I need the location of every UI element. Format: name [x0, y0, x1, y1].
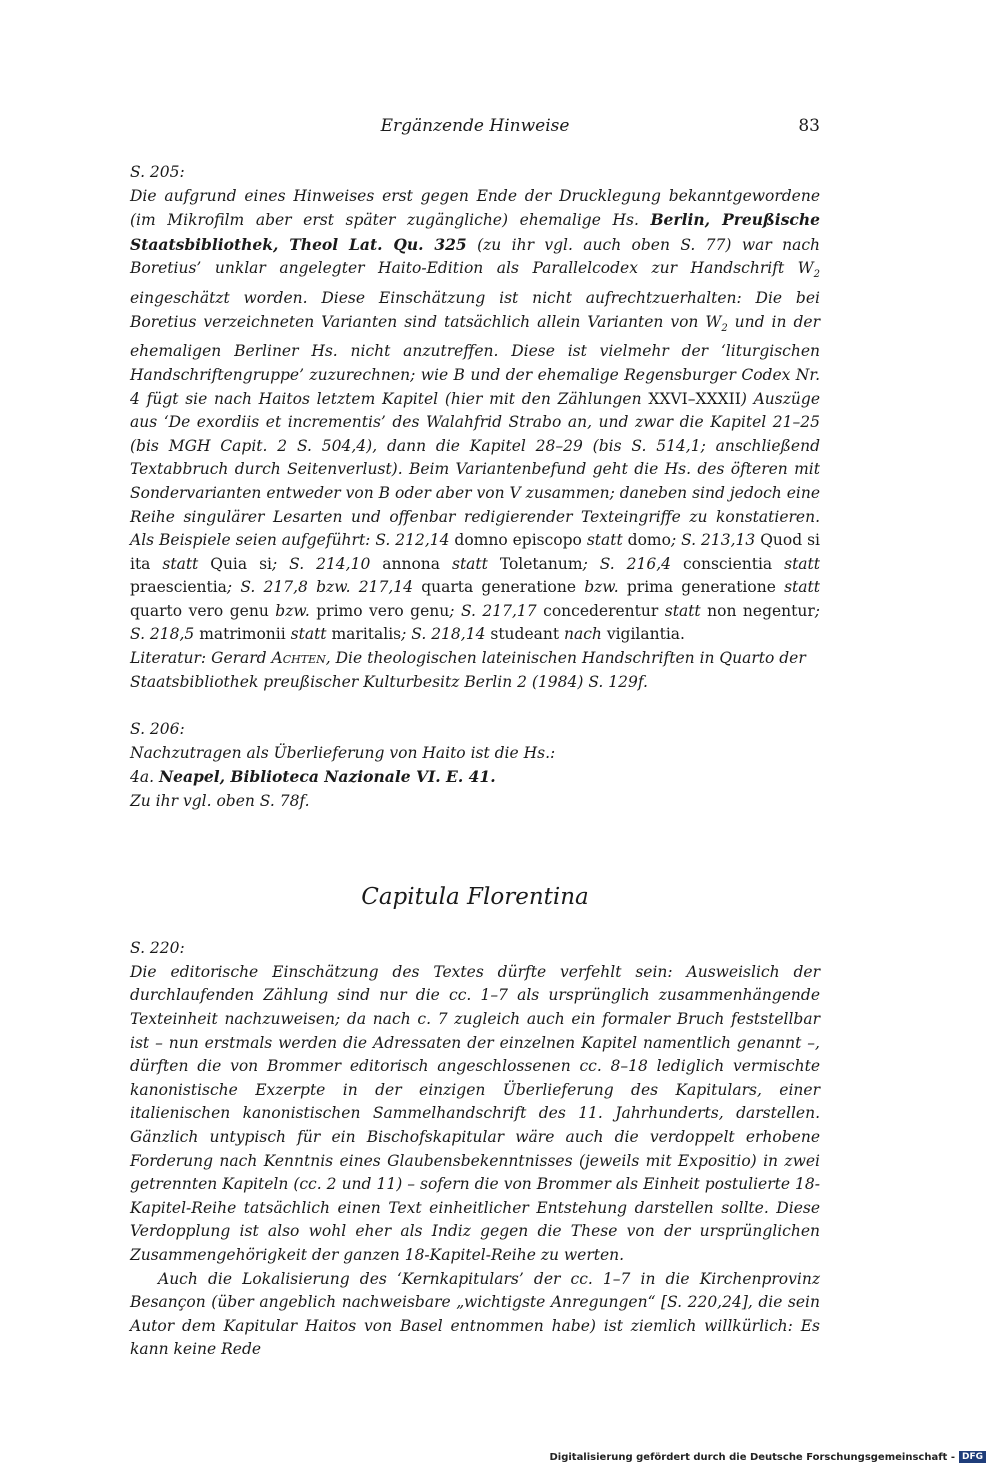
footer-credit [549, 1451, 986, 1463]
running-head [130, 116, 820, 140]
dfg-logo-icon: DFG [959, 1451, 986, 1463]
s205-paragraph: Die aufgrund eines Hinweises erst gegen Ende der Drucklegung bekanntgewordene (im Mikrofilm aber erst später zugängliche) ehemalige Hs. Berlin, Preußische Staatsbibliothek, Theol Lat. Qu. 325 (zu ihr vgl. auch oben S. 77) war nach Boretius’ unklar angelegter Haito-Edition als Parallelcodex zur Handschrift $W_2$ eingeschätzt worden. Diese Einschätzung ist nicht aufrechtzuerhalten: Die bei Boretius verzeichneten Varianten sind tatsächlich allein Varianten von $W_2$ und in der ehemaligen Berliner Hs. nicht anzutreffen. Diese ist vielmehr der ‘liturgischen Handschriftengruppe’ zuzurechnen; wie B und der ehemalige Regensburger Codex Nr. 4 fügt sie nach Haitos letztem Kapitel (hier mit den Zählungen XXVI–XXXII) Auszüge aus ‘De exordiis et incrementis’ des Walahfrid Strabo an, und zwar die Kapitel 21–25 (bis MGH Capit. 2 S. 504,4), dann die Kapitel 28–29 (bis S. 514,1; anschließend Textabbruch durch Seitenverlust). Beim Variantenbefund geht die Hs. des öfteren mit Sondervarianten entweder von B oder aber von V zusammen; daneben sind jedoch eine Reihe singulärer Lesarten und offenbar redigierender Texteingriffe zu konstatieren. Als Beispiele seien aufgeführt: S. 212,14 domno episcopo statt domo; S. 213,13 Quod si ita statt Quia si; S. 214,10 annona statt Toletanum; S. 216,4 conscientia statt praescientia; S. 217,8 bzw. 217,14 quarta generatione bzw. prima generatione statt quarto vero genu bzw. primo vero genu; S. 217,17 concederentur statt non negentur; S. 218,5 matrimonii statt maritalis; S. 218,14 studeant nach vigilantia. [130, 186, 821, 644]
s206-line-2: 4a. Neapel, Biblioteca Nazionale VI. E. 41. [130, 767, 496, 787]
section-ref-s206: S. 206: [130, 720, 185, 739]
s206-line-1: Nachzutragen als Überlieferung von Haito ist die Hs.: [130, 743, 556, 762]
s206-line-3: Zu ihr vgl. oben S. 78f. [130, 792, 310, 811]
footer-text: Digitalisierung gefördert durch die Deutsche Forschungsgemeinschaft - [549, 1451, 955, 1463]
page-number: 83 [798, 116, 820, 136]
main-text [130, 161, 820, 1362]
section-ref-s205: S. 205: [130, 163, 185, 181]
s220-paragraph-2: Auch die Lokalisierung des ‘Kernkapitulars’ der cc. 1–7 in die Kirchenprovinz Besançon (über angeblich nachweisbare „wichtigste Anregungen“ [S. 220,24], die sein Autor dem Kapitular Haitos von Basel entnommen habe) ist ziemlich willkürlich: Es kann keine Rede [130, 1269, 820, 1359]
s220-paragraph-1: Die editorische Einschätzung des Textes dürfte verfehlt sein: Ausweislich der durchlaufenden Zählung sind nur die cc. 1–7 als ursprünglich zusammenhängende Texteinheit nachzuweisen; da nach c. 7 zugleich auch ein formaler Bruch feststellbar ist – nun erstmals werden die Adressaten der einzelnen Kapitel namentlich genannt –, dürften die von Brommer editorisch angeschlossenen cc. 8–18 lediglich vermischte kanonistische Exzerpte in der einzigen Überlieferung des Kapitulars, einer italienischen kanonistischen Sammelhandschrift des 11. Jahrhunderts, darstellen. Gänzlich untypisch für ein Bischofskapitular wäre auch die verdoppelt erhobene Forderung nach Kenntnis eines Glaubensbekenntnisses (jeweils mit Expositio) in zwei getrennten Kapiteln (cc. 2 und 11) – sofern die von Brommer als Einheit postulierte 18-Kapitel-Reihe tatsächlich einen Text einheitlicher Entstehung darstellen sollte. Diese Verdopplung ist also wohl eher als Indiz gegen die These von der ursprünglichen Zusammengehörigkeit der ganzen 18-Kapitel-Reihe zu werten. [130, 962, 820, 1264]
running-title: Ergänzende Hinweise [380, 116, 570, 136]
literature-line: Literatur: Gerard Achten, Die theologischen lateinischen Handschriften in Quarto der Staatsbibliothek preußischer Kulturbesitz Berlin 2 (1984) S. 129f. [130, 649, 806, 691]
chapter-title: Capitula Florentina [361, 883, 589, 910]
section-ref-s220: S. 220: [130, 939, 185, 958]
